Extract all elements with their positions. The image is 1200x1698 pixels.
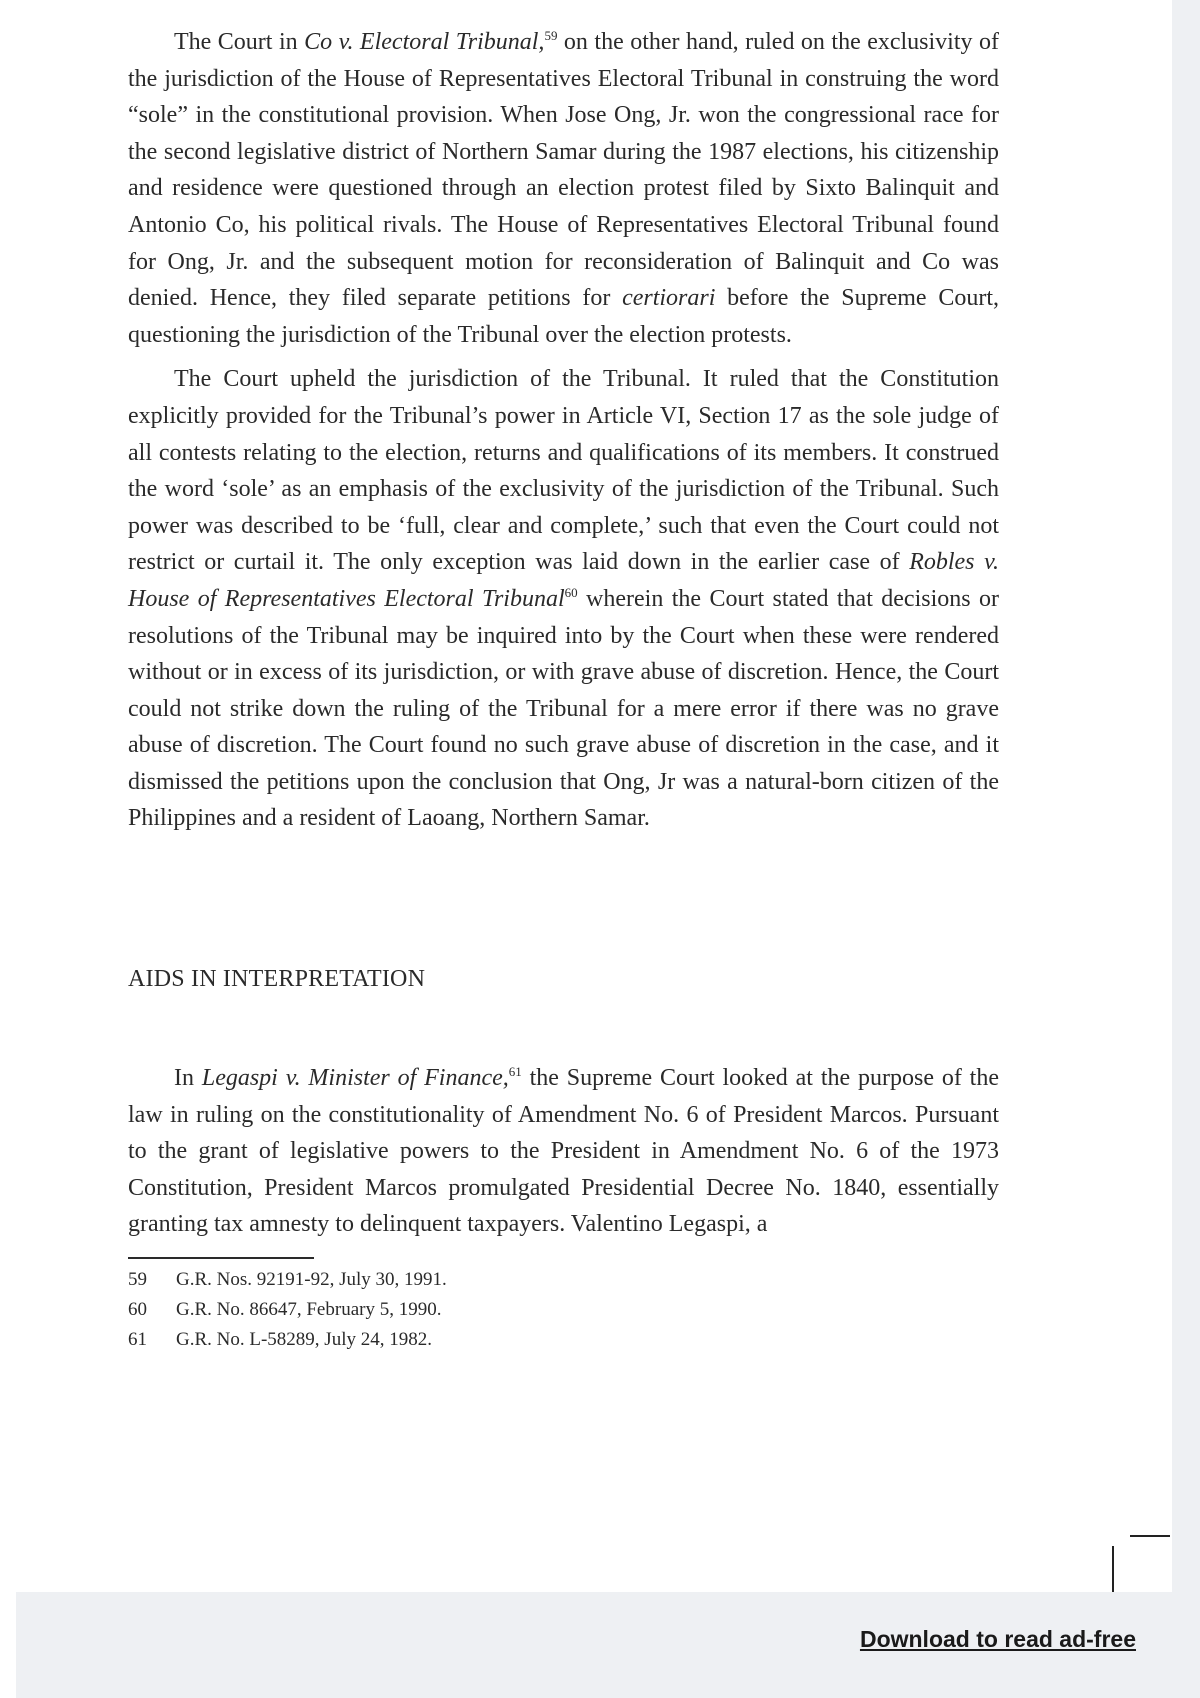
footnote-divider: [128, 1257, 314, 1259]
text-cursor-icon: [1112, 1546, 1114, 1592]
paragraph-co-v-electoral-tribunal: [128, 24, 999, 353]
text-run: wherein the Court stated that decisions or resolutions of the Tribunal may be inquired into by the Court when these were rendered without or in excess of its jurisdiction, or with grave abuse of discretion. Hence, the Court could not strike down the ruling of the Tribunal for a mere error if there was no grave abuse of discretion. The Court found no such grave abuse of discretion in the case, and it dismissed the petitions upon the conclusion that Ong, Jr was a natural-born citizen of the Philippines and a resident of Laoang, Northern Samar.: [128, 585, 999, 832]
case-name: Robles v. House of Representatives Electoral Tribunal: [128, 549, 999, 612]
footnote-text: G.R. No. L-58289, July 24, 1982.: [176, 1329, 432, 1350]
footnote-number: 59: [128, 1269, 147, 1290]
footnotes: [128, 1265, 447, 1355]
footnote-item: [128, 1265, 447, 1295]
footnote-text: G.R. No. 86647, February 5, 1990.: [176, 1299, 442, 1320]
text-run: before the Supreme Court, questioning the jurisdiction of the Tribunal over the election protests.: [128, 285, 999, 348]
section-heading: AIDS IN INTERPRETATION: [128, 966, 426, 992]
case-name: Legaspi v. Minister of Finance,: [201, 1065, 509, 1091]
section-aids-body: [128, 1060, 999, 1243]
bottom-ad-bar: [16, 1592, 1172, 1698]
text-run: on the other hand, ruled on the exclusivity of the jurisdiction of the House of Representatives Electoral Tribunal in construing the word “sole” in the constitutional provision. When Jose Ong, Jr. won the congressional race for the second legislative district of Northern Samar during the 1987 elections, his citizenship and residence were questioned through an election protest filed by Sixto Balinquit and Antonio Co, his political rivals. The House of Representatives Electoral Tribunal found for Ong, Jr. and the subsequent motion for reconsideration of Balinquit and Co was denied. Hence, they filed separate petitions for: [128, 29, 999, 312]
footnote-item: [128, 1295, 447, 1325]
footnote-item: [128, 1325, 447, 1355]
text-run: the Supreme Court looked at the purpose of the law in ruling on the constitutionality of Amendment No. 6 of President Marcos. Pursuant to the grant of legislative powers to the President in Amendment No. 6 of the 1973 Constitution, President Marcos promulgated Presidential Decree No. 1840, essentially granting tax amnesty to delinquent taxpayers. Valentino Legaspi, a: [128, 1065, 999, 1238]
footnote-number: 60: [128, 1299, 147, 1320]
footnote-number: 61: [128, 1329, 147, 1350]
text-run: In: [174, 1065, 202, 1091]
case-name: Co v. Electoral Tribunal,: [304, 29, 545, 55]
corner-mark-horizontal: [1130, 1535, 1170, 1537]
text-run: The Court in: [174, 29, 305, 55]
right-edge-panel: [1172, 0, 1200, 1698]
footnote-text: G.R. Nos. 92191-92, July 30, 1991.: [176, 1269, 447, 1290]
paragraph-court-upheld: [128, 361, 999, 837]
paragraph-legaspi: [128, 1060, 999, 1243]
footnote-ref-59: 59: [544, 28, 558, 43]
footnote-ref-61: 61: [508, 1064, 522, 1079]
body-text: [128, 24, 999, 845]
footnote-ref-60: 60: [564, 584, 578, 600]
text-run: The Court upheld the jurisdiction of the Tribunal. It ruled that the Constitution explicitly provided for the Tribunal’s power in Article VI, Section 17 as the sole judge of all contests relating to the election, returns and qualifications of its members. It construed the word ‘sole’ as an emphasis of the exclusivity of the jurisdiction of the Tribunal. Such power was described to be ‘full, clear and complete,’ such that even the Court could not restrict or curtail it. The only exception was laid down in the earlier case of: [128, 366, 999, 576]
latin-term: certiorari: [622, 285, 716, 312]
download-ad-free-link[interactable]: Download to read ad-free: [859, 1626, 1136, 1652]
